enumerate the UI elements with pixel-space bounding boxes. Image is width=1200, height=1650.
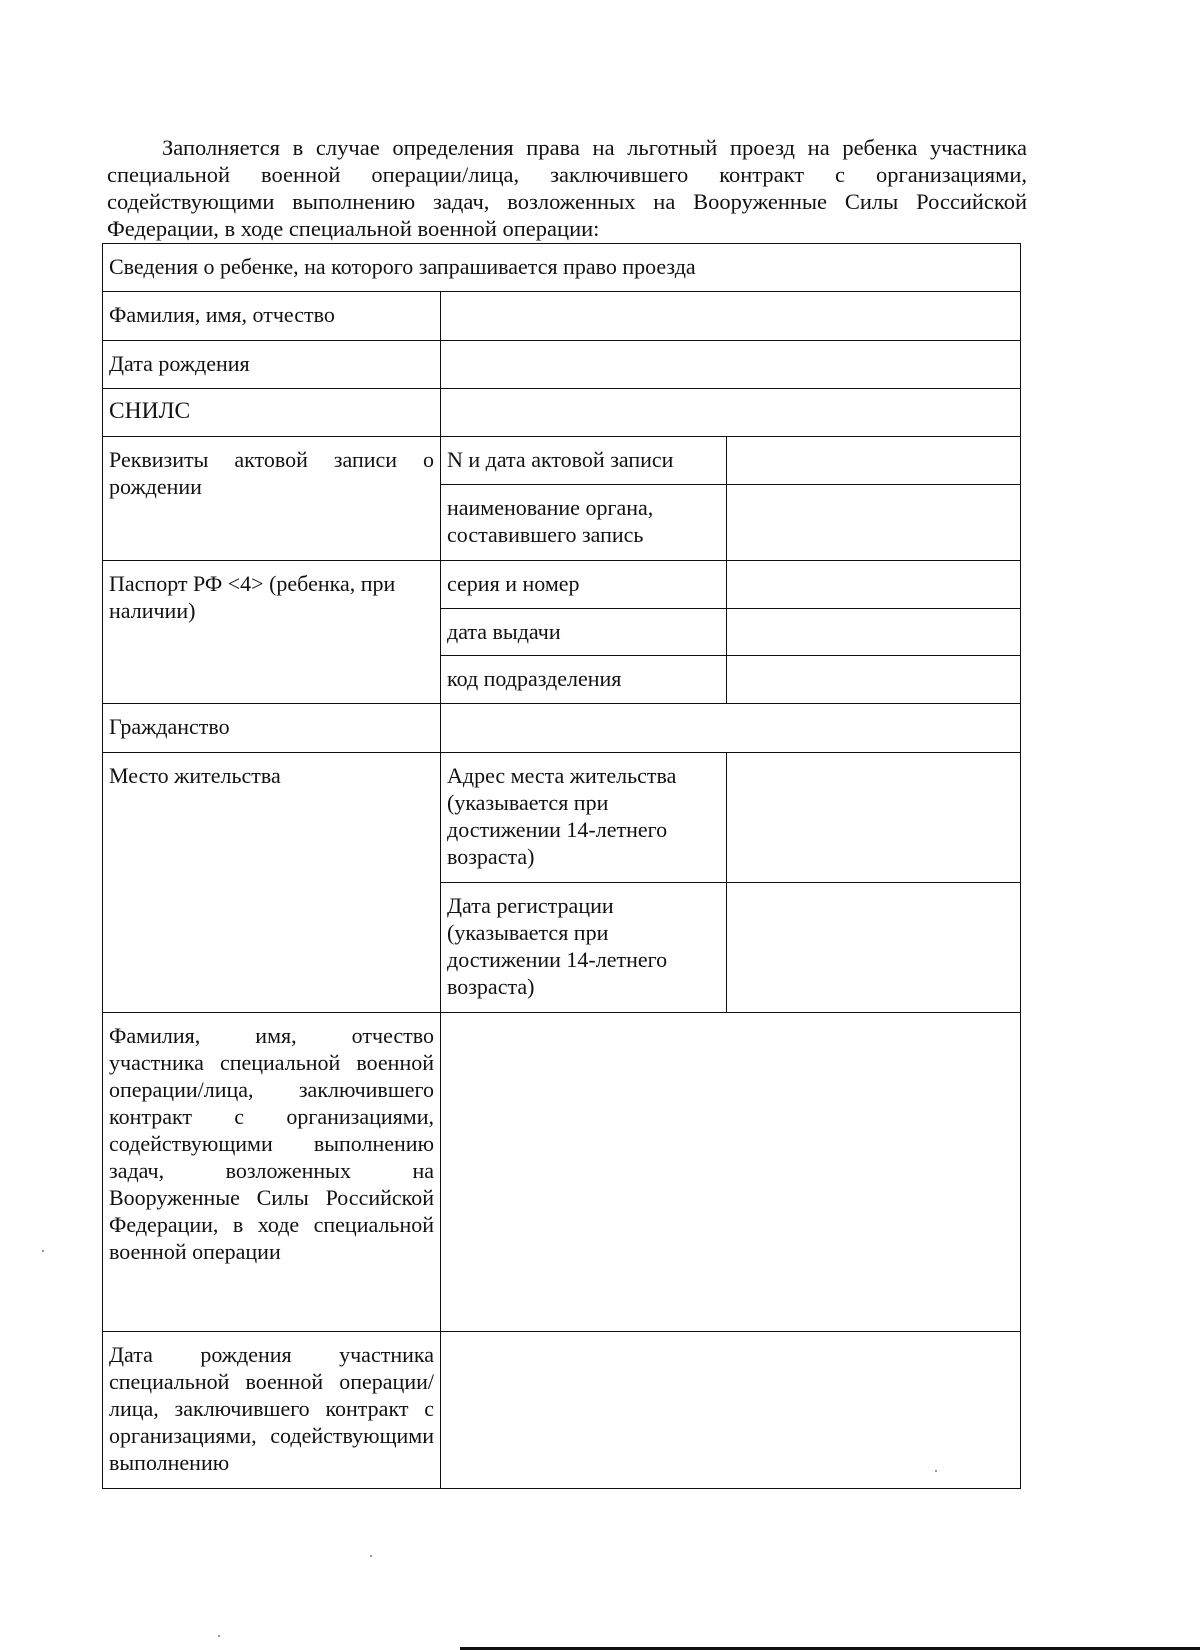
scan-speck [370,1555,372,1557]
scan-speck [218,1635,220,1637]
birth-record-authority-value-cell[interactable] [727,485,1021,561]
passport-issue-date-label: дата выдачи [441,609,727,656]
child-info-table [102,243,1021,1489]
passport-label: Паспорт РФ <4> (ребенка, при наличии) [103,561,441,704]
participant-name-row [103,1013,1021,1332]
scan-speck [42,1250,44,1252]
snils-label: СНИЛС [103,389,441,437]
passport-division-code-value-cell[interactable] [727,656,1021,704]
residence-label: Место жительства [103,753,441,1013]
birth-record-number-date-value-cell[interactable] [727,437,1021,485]
birth-date-value-cell[interactable] [441,341,1021,389]
passport-series-number-value-cell[interactable] [727,561,1021,609]
snils-value-cell[interactable] [441,389,1021,437]
participant-birth-value-cell[interactable] [441,1332,1021,1489]
birth-date-row [103,341,1021,389]
citizenship-value-cell[interactable] [441,704,1021,753]
participant-name-label: Фамилия, имя, отчество участника специальной военной операции/лица, заключившего контракт с организациями, содействующими выполнению задач, возложенных на Вооруженные Силы Российской Федерации, в ходе специальной военной операции [103,1013,441,1332]
passport-series-number-label: серия и номер [441,561,727,609]
residence-address-value-cell[interactable] [727,753,1021,883]
citizenship-row [103,704,1021,753]
participant-birth-label: Дата рождения участника специальной военной операции/лица, заключившего контракт с организациями, содействующими выполнению [103,1332,441,1489]
participant-birth-row [103,1332,1021,1489]
snils-row [103,389,1021,437]
full-name-label: Фамилия, имя, отчество [103,292,441,341]
residence-registration-date-value-cell[interactable] [727,883,1021,1013]
participant-name-value-cell[interactable] [441,1013,1021,1332]
birth-record-label: Реквизиты актовой записи о рождении [103,437,441,561]
passport-issue-date-value-cell[interactable] [727,609,1021,656]
intro-paragraph: Заполняется в случае определения права на льготный проезд на ребенка участника специальной военной операции/лица, заключившего контракт с организациями, содействующими выполнению задач, возложенных на Вооруженные Силы Российской Федерации, в ходе специальной военной операции: [107,135,1027,241]
citizenship-label: Гражданство [103,704,441,753]
scan-speck [935,1470,937,1472]
table-header-cell: Сведения о ребенке, на которого запрашивается право проезда [103,244,1021,292]
table-header-row [103,244,1021,292]
residence-row-1 [103,753,1021,883]
passport-row-1 [103,561,1021,609]
birth-record-row-1 [103,437,1021,485]
residence-address-label: Адрес места жительства (указывается при достижении 14-летнего возраста) [441,753,727,883]
residence-registration-date-label: Дата регистрации (указывается при достижении 14-летнего возраста) [441,883,727,1013]
full-name-row [103,292,1021,341]
birth-record-number-date-label: N и дата актовой записи [441,437,727,485]
birth-date-label: Дата рождения [103,341,441,389]
full-name-value-cell[interactable] [441,292,1021,341]
passport-division-code-label: код подразделения [441,656,727,704]
birth-record-authority-label: наименование органа, составившего запись [441,485,727,561]
